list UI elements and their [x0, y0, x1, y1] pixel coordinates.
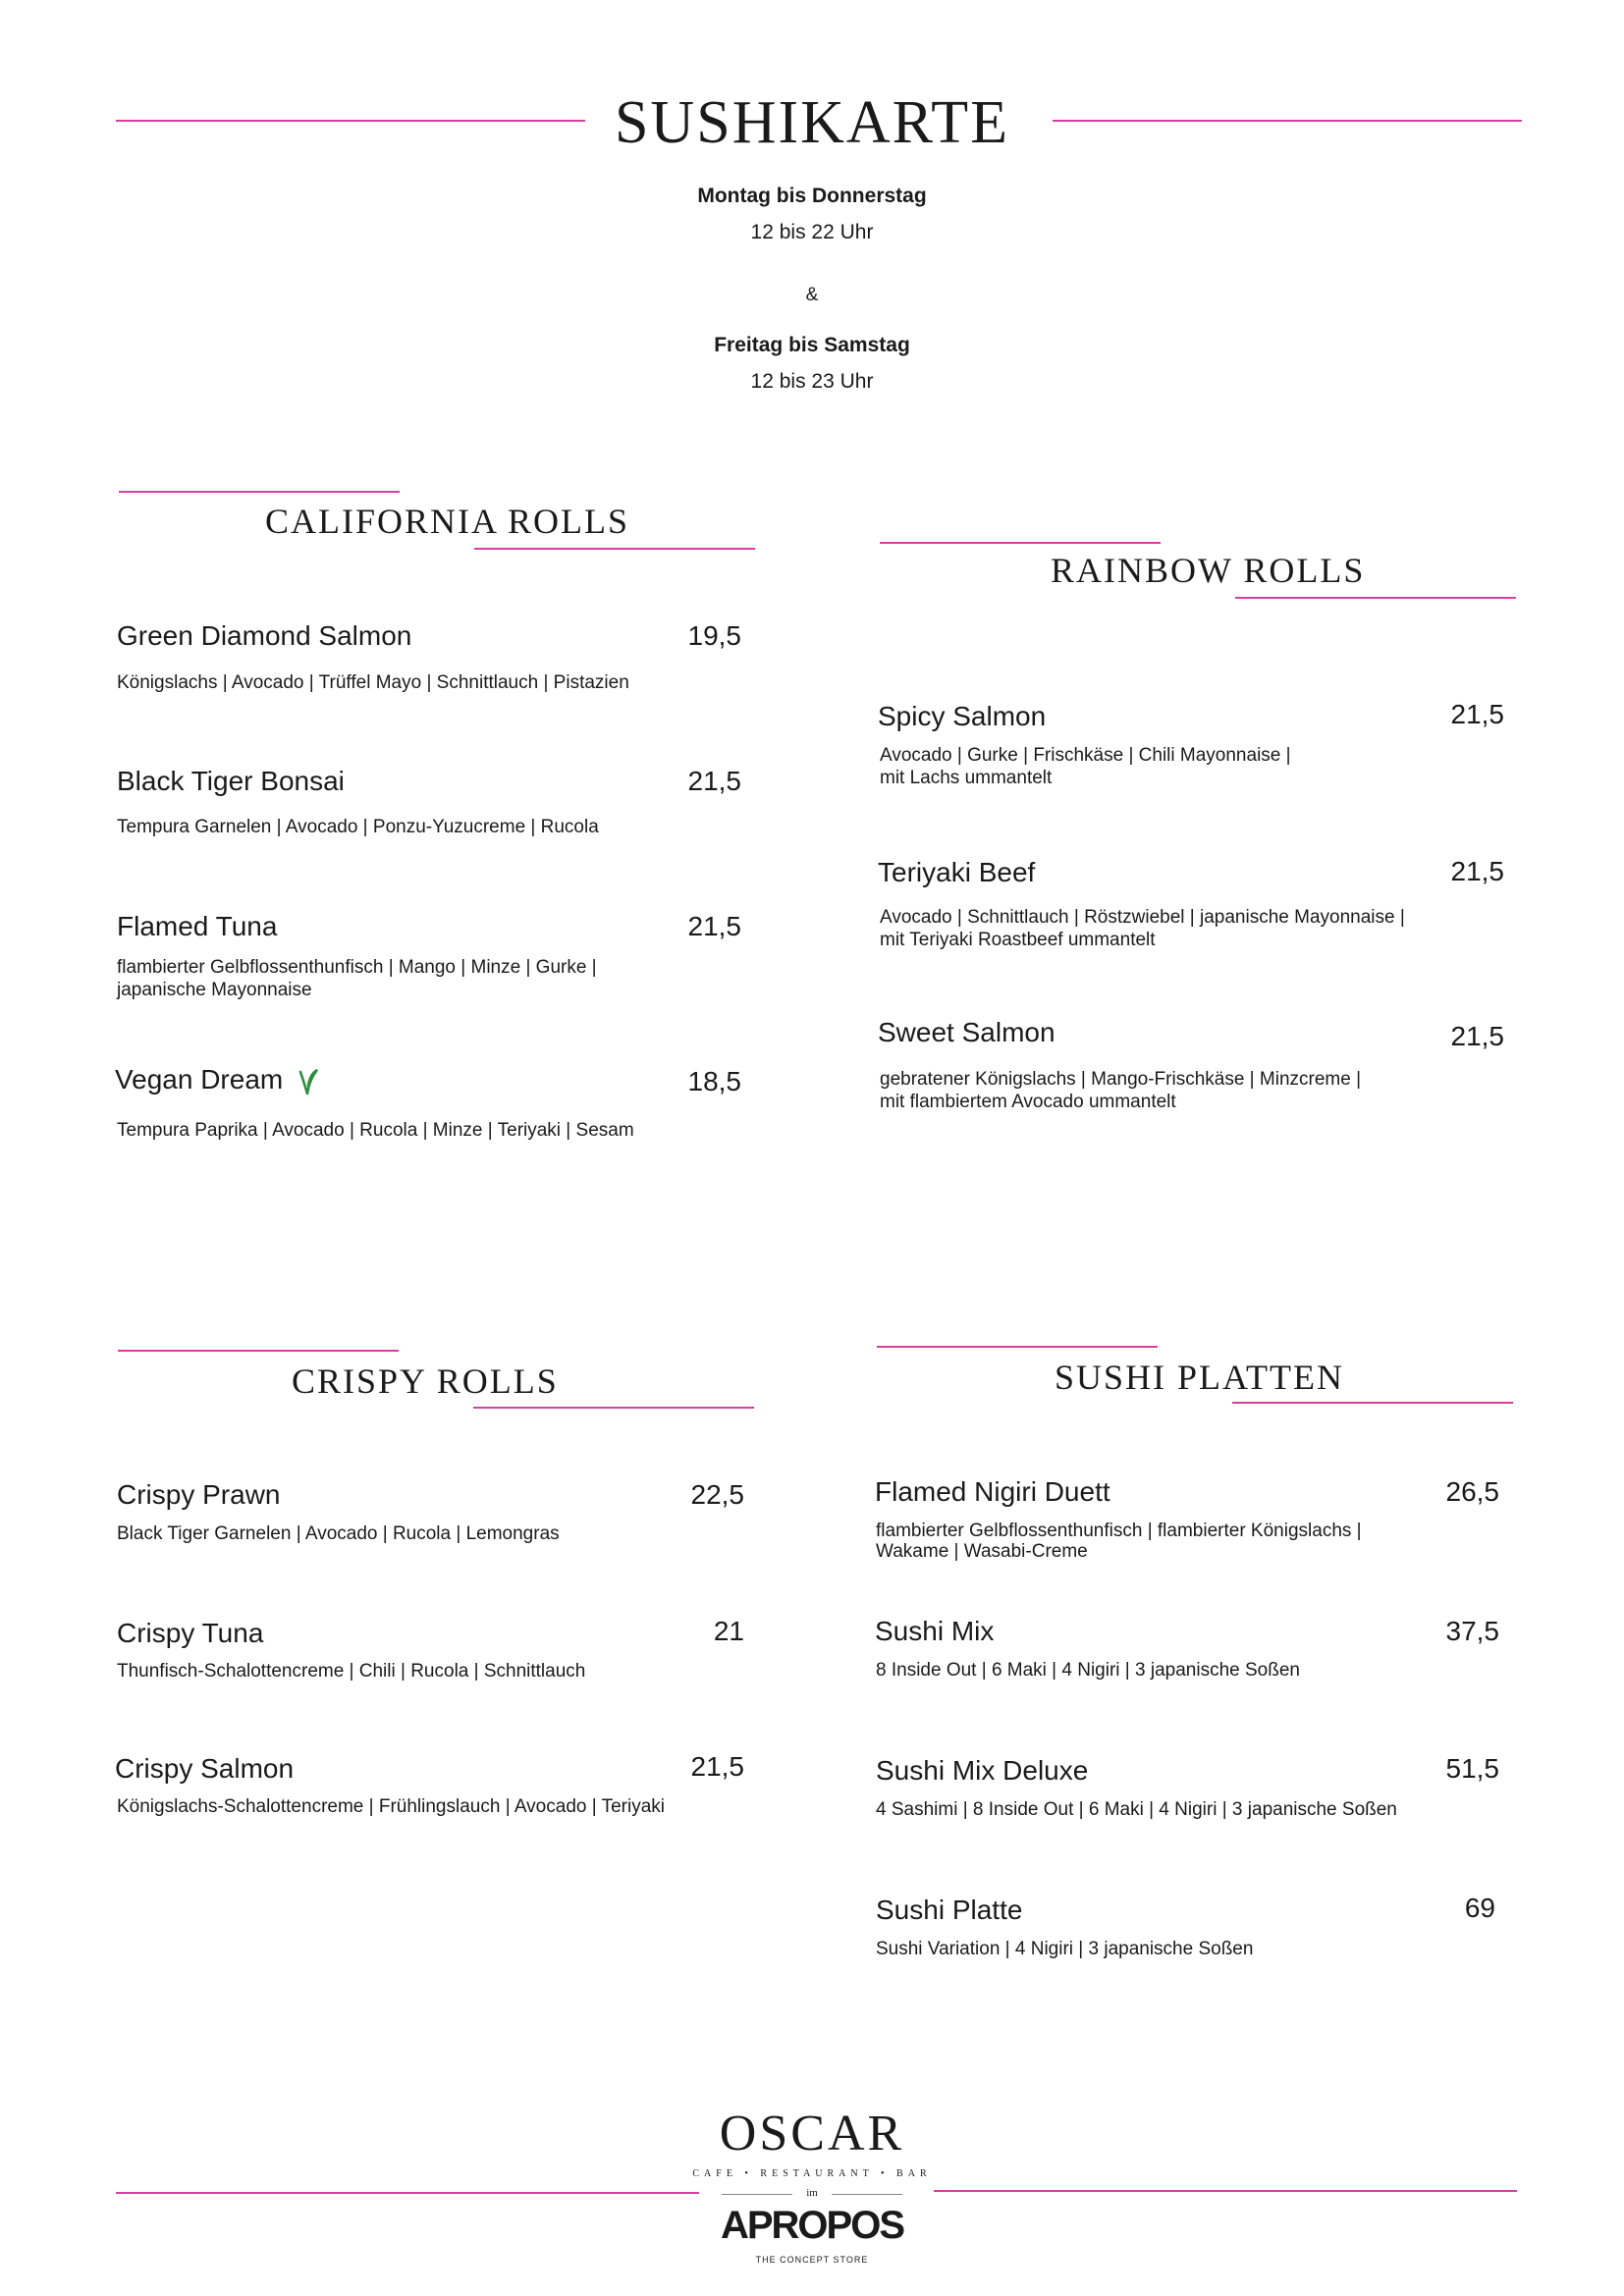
menu-item-description: Thunfisch-Schalottencreme | Chili | Rucola | Schnittlauch — [117, 1661, 586, 1682]
hours-ampersand: & — [805, 285, 819, 305]
menu-item-name: Teriyaki Beef — [878, 857, 1036, 887]
section-title: CRISPY ROLLS — [292, 1362, 559, 1401]
hours-days-weekend: Freitag bis Samstag — [714, 334, 910, 356]
oscar-logo: OSCAR — [719, 2106, 905, 2162]
leaf-icon — [296, 1066, 321, 1102]
menu-item-description: gebratener Königslachs | Mango-Frischkäse | Minzcreme | — [880, 1069, 1362, 1090]
menu-item-price: 21,5 — [1450, 1021, 1504, 1051]
section-line-top — [880, 542, 1161, 544]
apropos-tagline: THE CONCEPT STORE — [755, 2255, 869, 2265]
menu-item-description: Königslachs | Avocado | Trüffel Mayo | Schnittlauch | Pistazien — [117, 672, 629, 693]
menu-item-name: Sushi Mix Deluxe — [876, 1755, 1089, 1786]
hours-days-weekday: Montag bis Donnerstag — [697, 185, 927, 207]
section-line-top — [119, 491, 400, 493]
menu-item-name: Green Diamond Salmon — [117, 620, 412, 651]
menu-item-description: 8 Inside Out | 6 Maki | 4 Nigiri | 3 japanische Soßen — [876, 1660, 1300, 1681]
menu-item-description: Avocado | Schnittlauch | Röstzwiebel | japanische Mayonnaise | — [880, 907, 1405, 928]
menu-item-description-line2: Wakame | Wasabi-Creme — [876, 1541, 1088, 1562]
menu-item-name: Flamed Nigiri Duett — [875, 1476, 1110, 1507]
menu-item-vegan-dream — [115, 1064, 321, 1102]
menu-item-description: flambierter Gelbflossenthunfisch | flambierter Königslachs | — [876, 1521, 1362, 1541]
menu-item-description: Tempura Garnelen | Avocado | Ponzu-Yuzucreme | Rucola — [117, 817, 599, 837]
menu-item-price: 69 — [1464, 1893, 1495, 1923]
section-line-bottom — [474, 548, 755, 550]
menu-item-name: Sushi Platte — [876, 1895, 1023, 1925]
menu-item-description-line2: mit flambiertem Avocado ummantelt — [880, 1092, 1176, 1112]
menu-item-price: 21,5 — [687, 766, 741, 796]
menu-item-description-line2: japanische Mayonnaise — [117, 980, 312, 1000]
menu-item-name: Flamed Tuna — [117, 911, 278, 941]
menu-item-description: Black Tiger Garnelen | Avocado | Rucola | Lemongras — [117, 1523, 560, 1544]
menu-item-price: 18,5 — [687, 1066, 741, 1096]
menu-item-name: Sushi Mix — [875, 1616, 995, 1646]
menu-item-price: 21,5 — [687, 911, 741, 941]
section-line-top — [877, 1346, 1158, 1348]
menu-item-description: Sushi Variation | 4 Nigiri | 3 japanische Soßen — [876, 1939, 1254, 1959]
section-line-top — [118, 1350, 399, 1352]
menu-item-price: 21,5 — [690, 1751, 744, 1782]
menu-item-price: 26,5 — [1445, 1476, 1499, 1507]
menu-item-description-line2: mit Teriyaki Roastbeef ummantelt — [880, 930, 1156, 950]
menu-item-price: 21,5 — [1450, 699, 1504, 729]
section-line-bottom — [473, 1407, 754, 1409]
menu-item-name: Black Tiger Bonsai — [117, 766, 345, 796]
section-title: CALIFORNIA ROLLS — [265, 502, 630, 541]
menu-item-price: 21 — [713, 1616, 744, 1646]
menu-item-price: 19,5 — [687, 620, 741, 651]
menu-item-description-line2: mit Lachs ummantelt — [880, 768, 1053, 788]
section-title: RAINBOW ROLLS — [1051, 551, 1366, 590]
oscar-tagline: CAFE • RESTAURANT • BAR — [692, 2168, 932, 2179]
hours-time-weekday: 12 bis 22 Uhr — [750, 221, 874, 243]
menu-item-description: Tempura Paprika | Avocado | Rucola | Minze | Teriyaki | Sesam — [117, 1120, 634, 1141]
menu-item-description: 4 Sashimi | 8 Inside Out | 6 Maki | 4 Nigiri | 3 japanische Soßen — [876, 1799, 1397, 1820]
menu-item-name: Crispy Salmon — [115, 1753, 295, 1784]
menu-item-price: 21,5 — [1450, 856, 1504, 886]
menu-item-name: Spicy Salmon — [878, 701, 1047, 731]
menu-item-price: 22,5 — [690, 1479, 744, 1510]
section-line-bottom — [1235, 597, 1516, 599]
menu-item-name: Vegan Dream — [115, 1064, 284, 1095]
page-title: SUSHIKARTE — [614, 89, 1010, 156]
menu-item-description: flambierter Gelbflossenthunfisch | Mango | Minze | Gurke | — [117, 957, 597, 978]
menu-item-description: Avocado | Gurke | Frischkäse | Chili Mayonnaise | — [880, 745, 1291, 766]
menu-item-name: Sweet Salmon — [878, 1017, 1056, 1047]
menu-item-name: Crispy Prawn — [117, 1479, 281, 1510]
section-title: SUSHI PLATTEN — [1055, 1358, 1345, 1397]
menu-item-name: Crispy Tuna — [117, 1618, 264, 1648]
apropos-logo: APROPOS — [720, 2204, 904, 2247]
hours-time-weekend: 12 bis 23 Uhr — [750, 370, 874, 393]
menu-item-price: 51,5 — [1445, 1753, 1499, 1784]
section-line-bottom — [1232, 1402, 1513, 1404]
menu-item-price: 37,5 — [1445, 1616, 1499, 1646]
menu-item-description: Königslachs-Schalottencreme | Frühlingslauch | Avocado | Teriyaki — [117, 1796, 666, 1817]
logo-im-text: im — [806, 2187, 818, 2199]
